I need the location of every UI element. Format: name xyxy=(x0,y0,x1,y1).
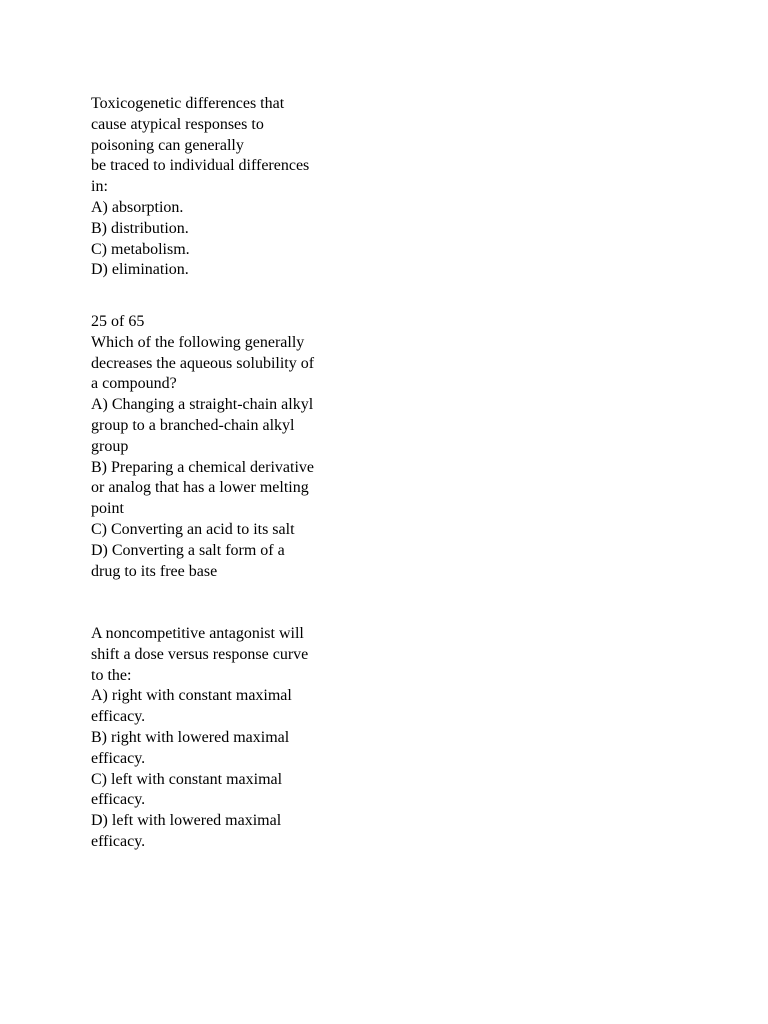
answer-option-b: B) right with lowered maximal xyxy=(91,728,290,746)
answer-option-c: C) Converting an acid to its salt xyxy=(91,520,295,538)
answer-option-a: A) right with constant maximal xyxy=(91,687,292,705)
answer-option-a: efficacy. xyxy=(91,708,146,726)
question-block-solubility xyxy=(91,312,361,582)
answer-option-a: A) absorption. xyxy=(91,198,184,216)
answer-option-b: or analog that has a lower melting xyxy=(91,479,309,497)
question-text: A noncompetitive antagonist will xyxy=(91,625,304,642)
question-text: Toxicogenetic differences that xyxy=(91,95,285,112)
question-text: to the: xyxy=(91,666,132,684)
question-counter: 25 of 65 xyxy=(91,313,145,330)
question-block-antagonist xyxy=(91,624,361,853)
answer-option-a: group to a branched-chain alkyl xyxy=(91,416,295,434)
question-text: poisoning can generally xyxy=(91,136,244,154)
answer-option-c: C) left with constant maximal xyxy=(91,770,283,788)
question-text: a compound? xyxy=(91,375,177,393)
question-text: cause atypical responses to xyxy=(91,115,264,133)
answer-option-d: D) Converting a salt form of a xyxy=(91,541,285,559)
question-text: shift a dose versus response curve xyxy=(91,645,309,663)
question-text: decreases the aqueous solubility of xyxy=(91,354,315,372)
answer-option-c: C) metabolism. xyxy=(91,240,190,258)
answer-option-d: efficacy. xyxy=(91,832,146,850)
answer-option-b: efficacy. xyxy=(91,749,146,767)
question-text: Which of the following generally xyxy=(91,333,305,351)
answer-option-d: drug to its free base xyxy=(91,562,218,580)
answer-option-b: B) distribution. xyxy=(91,219,189,237)
answer-option-b: point xyxy=(91,500,124,518)
answer-option-d: D) elimination. xyxy=(91,261,189,279)
answer-option-a: group xyxy=(91,437,129,455)
question-block-toxicogenetic xyxy=(91,94,361,281)
answer-option-b: B) Preparing a chemical derivative xyxy=(91,458,315,476)
question-text: in: xyxy=(91,178,108,196)
answer-option-c: efficacy. xyxy=(91,791,146,809)
answer-option-a: A) Changing a straight-chain alkyl xyxy=(91,396,314,414)
question-text: be traced to individual differences xyxy=(91,157,310,175)
answer-option-d: D) left with lowered maximal xyxy=(91,812,282,830)
